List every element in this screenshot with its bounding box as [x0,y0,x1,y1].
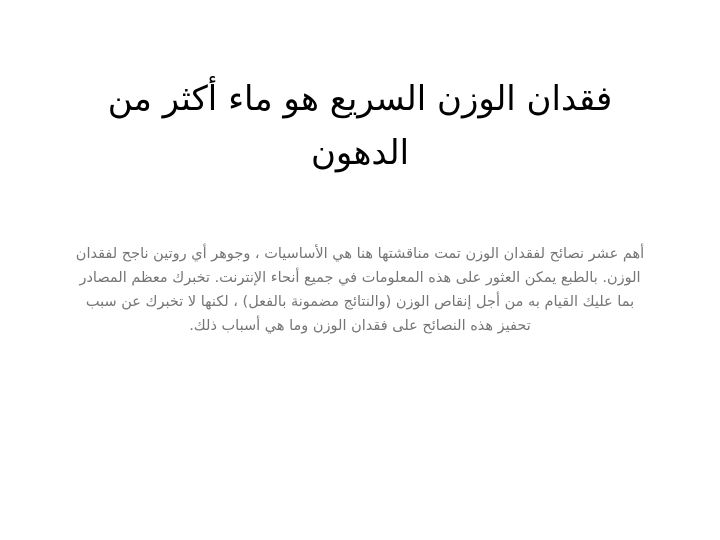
slide-title: فقدان الوزن السريع هو ماء أكثر من الدهون [107,79,613,173]
slide-body-text: أهم عشر نصائح لفقدان الوزن تمت مناقشتها هنا هي الأساسيات ، وجوهر أي روتين ناجح لفقدان الوزن. بالطبع يمكن العثور على هذه المعلومات في جميع أنحاء الإنترنت. تخبرك معظم المصادر بما عليك القيام به من أجل إنقاص الوزن (والنتائج مضمونة بالفعل) ، لكنها لا تخبرك عن سبب تحفيز هذه النصائح على فقدان الوزن وما هي أسباب ذلك. [75,246,645,334]
